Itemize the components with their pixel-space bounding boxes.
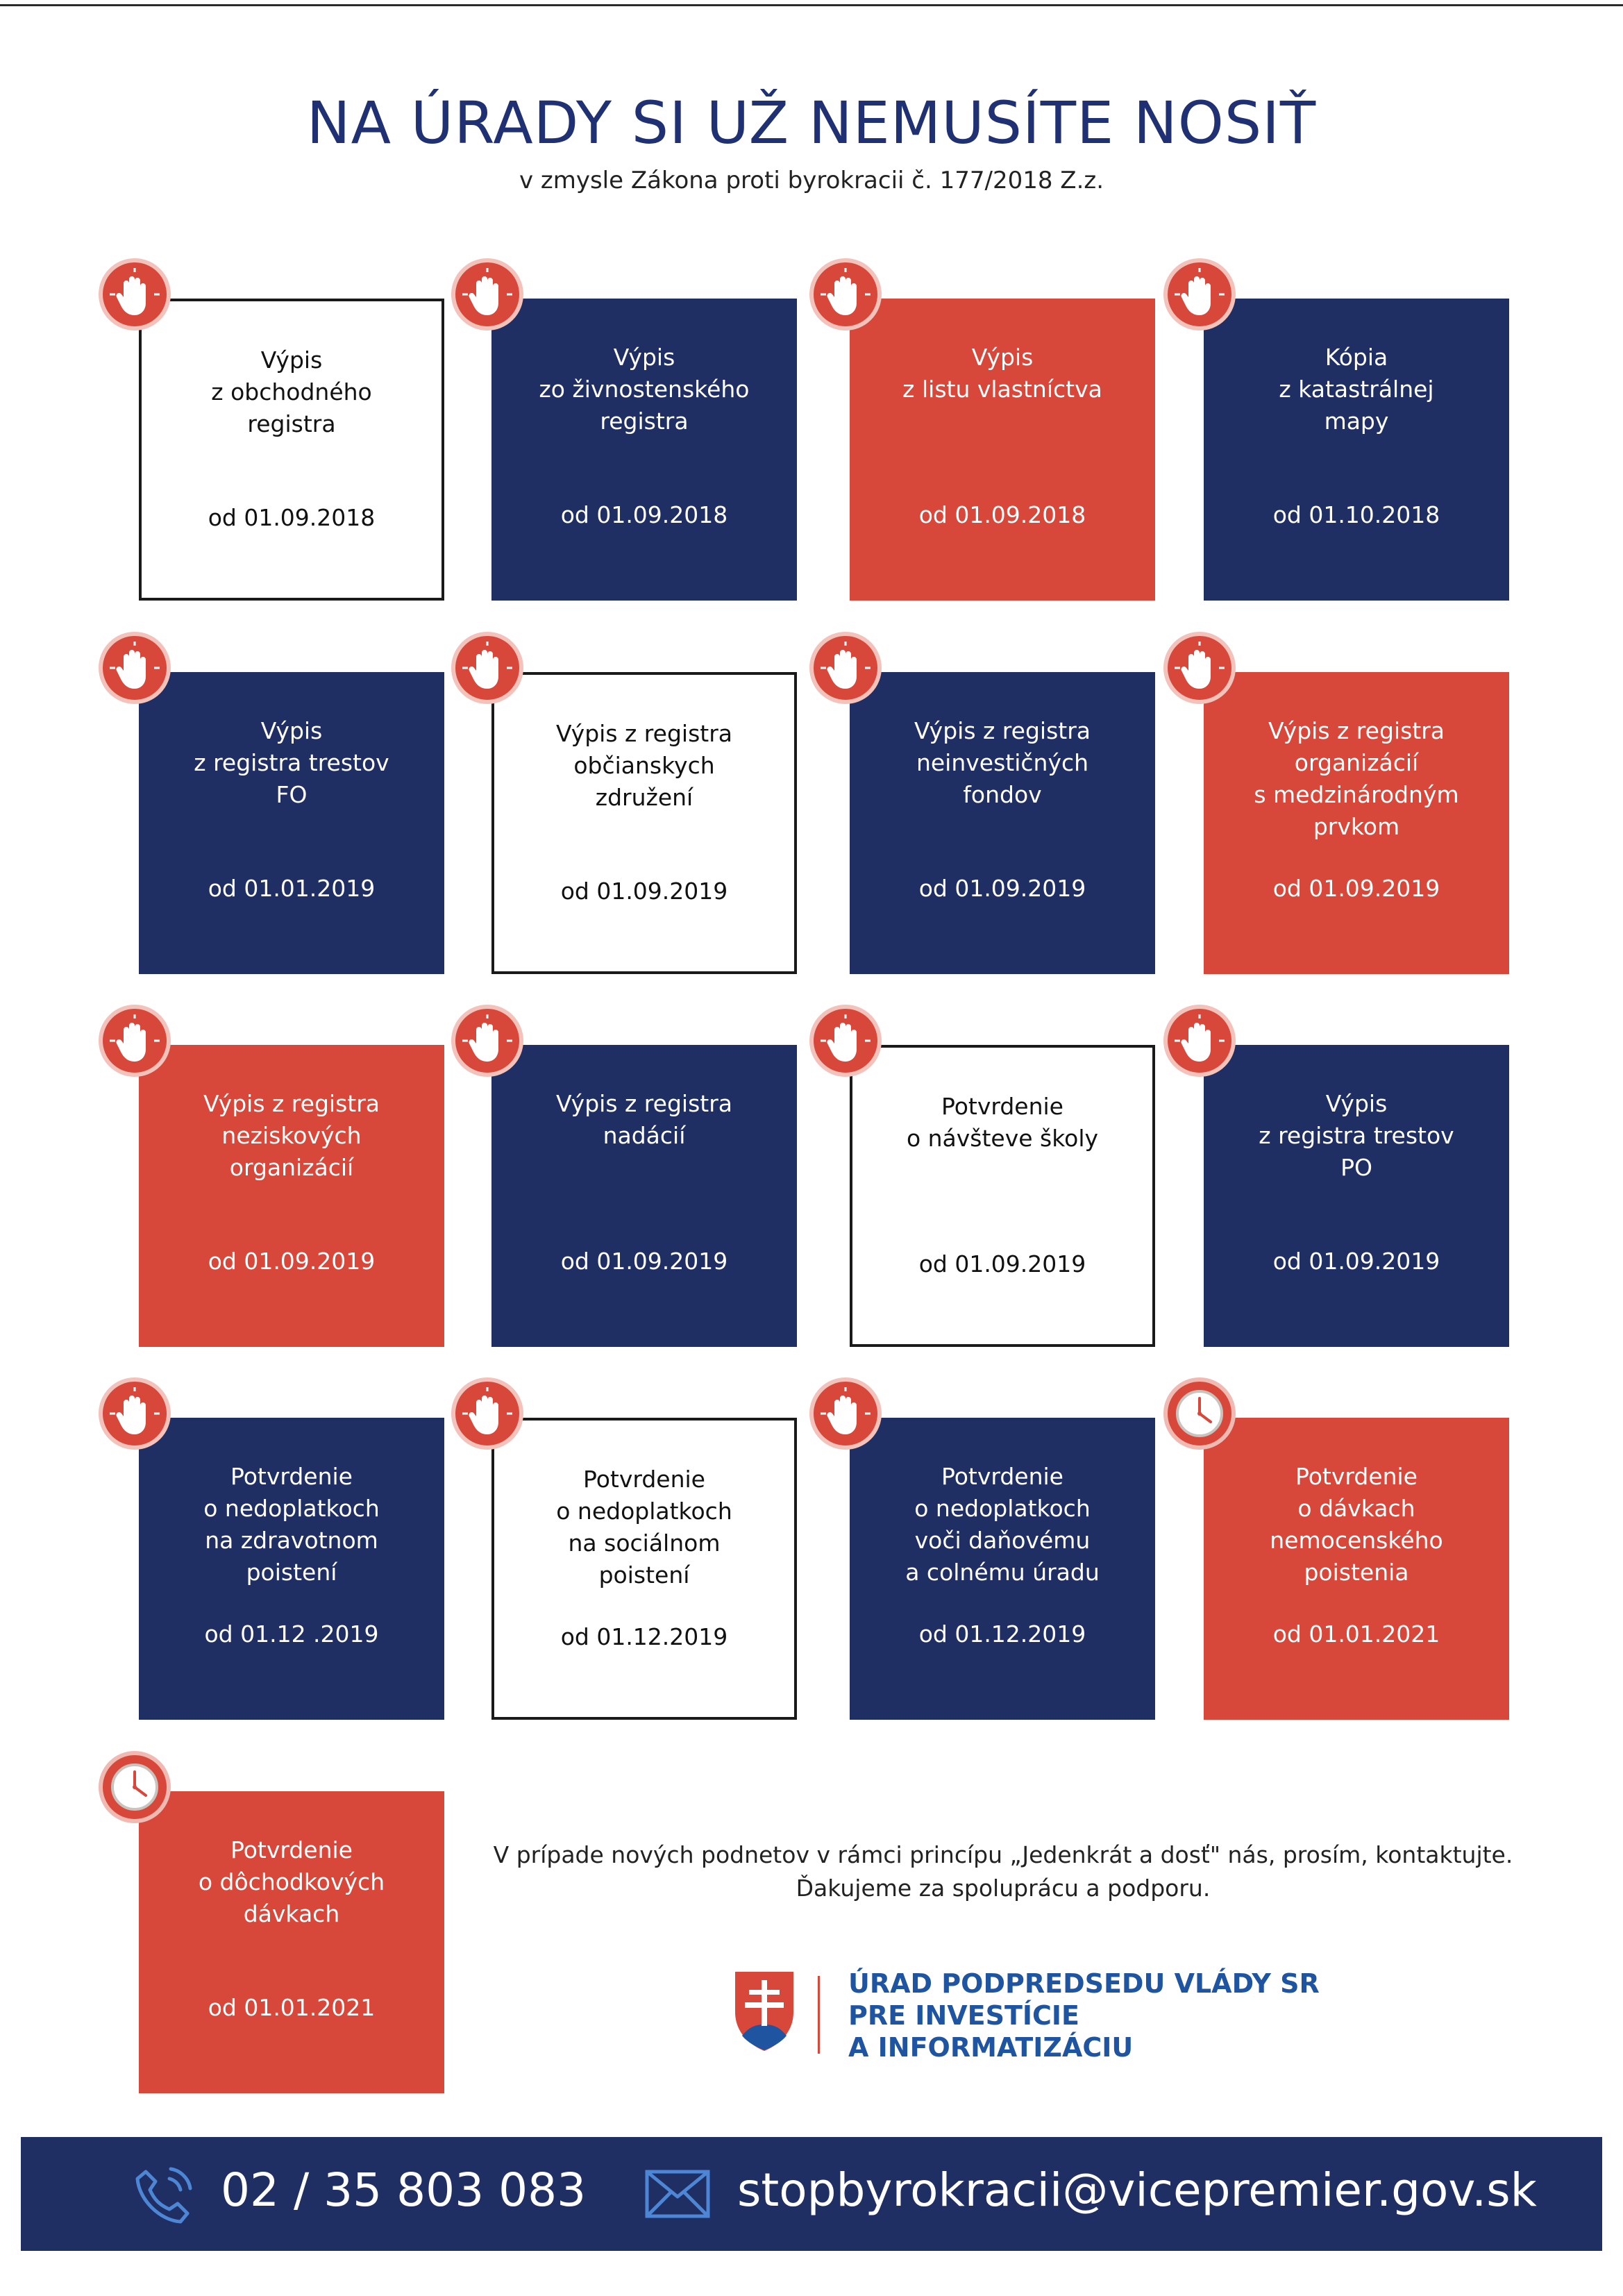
tile-label: Výpis zo živnostenského registra — [539, 344, 750, 435]
stop-hand-icon — [809, 1005, 882, 1077]
stop-hand-icon — [99, 632, 171, 704]
tile-date: od 01.01.2019 — [208, 875, 376, 902]
stop-hand-icon — [451, 1377, 523, 1450]
logo-divider — [818, 1976, 820, 2054]
stop-hand-icon — [1163, 632, 1236, 704]
tile-label: Výpis z listu vlastníctva — [902, 344, 1102, 403]
tile-label: Výpis z registra trestov FO — [194, 717, 389, 808]
tile-label: Kópia z katastrálnej mapy — [1279, 344, 1434, 435]
stop-hand-icon — [809, 1377, 882, 1450]
tile-date: od 01.09.2019 — [1272, 875, 1440, 902]
tile-label: Výpis z registra nadácií — [555, 1090, 732, 1149]
contact-note-line-1: V prípade nových podnetov v rámci princípu „Jedenkrát a dosť" nás, prosím, kontaktujte. — [493, 1841, 1513, 1868]
document-tile — [850, 299, 1155, 601]
tile-label: Výpis z registra neziskových organizácií — [203, 1090, 380, 1181]
document-tile — [850, 1045, 1155, 1347]
document-tile — [850, 672, 1155, 974]
tile-date: od 01.09.2019 — [208, 1248, 376, 1275]
tile-label: Potvrdenie o dôchodkových dávkach — [198, 1836, 385, 1927]
phone-icon — [131, 2162, 197, 2229]
document-tile — [491, 299, 797, 601]
contact-note-line-2: Ďakujeme za spoluprácu a podporu. — [796, 1875, 1211, 1902]
stop-hand-icon — [809, 632, 882, 704]
tile-date: od 01.12 .2019 — [204, 1620, 379, 1648]
document-tile — [1204, 1418, 1509, 1720]
stop-hand-icon — [451, 632, 523, 704]
tile-label: Výpis z registra neinvestičných fondov — [914, 717, 1091, 808]
stop-hand-icon — [99, 258, 171, 330]
stop-hand-icon — [1163, 1005, 1236, 1077]
tile-label: Potvrdenie o nedoplatkoch na zdravotnom poistení — [203, 1463, 380, 1586]
tile-date: od 01.10.2018 — [1272, 501, 1440, 528]
document-tile — [139, 299, 444, 601]
document-tile — [1204, 1045, 1509, 1347]
stop-hand-icon — [809, 258, 882, 330]
tile-date: od 01.09.2019 — [918, 1250, 1086, 1277]
tile-label: Výpis z registra trestov PO — [1259, 1090, 1454, 1181]
document-tile — [491, 1045, 797, 1347]
tile-date: od 01.09.2019 — [560, 1248, 728, 1275]
tile-label: Výpis z registra občianskych združení — [555, 720, 732, 811]
tile-date: od 01.09.2019 — [560, 878, 728, 905]
clock-icon — [1163, 1377, 1236, 1450]
stop-hand-icon — [451, 1005, 523, 1077]
tile-date: od 01.12.2019 — [560, 1623, 728, 1650]
stop-hand-icon — [99, 1377, 171, 1450]
tile-label: Potvrdenie o dávkach nemocenského poistenia — [1270, 1463, 1443, 1586]
tile-date: od 01.09.2019 — [1272, 1248, 1440, 1275]
page-subtitle: v zmysle Zákona proti byrokracii č. 177/2018 Z.z. — [519, 167, 1104, 194]
document-tile — [850, 1418, 1155, 1720]
tile-date: od 01.09.2018 — [918, 501, 1086, 528]
footer-email-address[interactable]: stopbyrokracii@vicepremier.gov.sk — [737, 2163, 1537, 2217]
stop-hand-icon — [99, 1005, 171, 1077]
tile-date: od 01.01.2021 — [208, 1994, 376, 2021]
tile-label: Potvrdenie o nedoplatkoch voči daňovému a colnému úradu — [905, 1463, 1100, 1586]
tile-label: Výpis z obchodného registra — [211, 346, 372, 437]
document-tile — [491, 1418, 797, 1720]
tile-date: od 01.01.2021 — [1272, 1620, 1440, 1648]
document-tile — [1204, 672, 1509, 974]
clock-icon — [99, 1751, 171, 1823]
document-tile — [139, 1791, 444, 2093]
document-tile — [491, 672, 797, 974]
contact-note — [430, 1838, 1576, 1905]
document-tile — [1204, 299, 1509, 601]
tile-date: od 01.12.2019 — [918, 1620, 1086, 1648]
ministry-logo-text: ÚRAD PODPREDSEDU VLÁDY SR PRE INVESTÍCIE A INFORMATIZÁCIU — [848, 1968, 1320, 2063]
footer-contact-bar — [21, 2137, 1602, 2251]
page-title: NA ÚRADY SI UŽ NEMUSÍTE NOSIŤ — [306, 89, 1317, 157]
top-rule — [0, 4, 1623, 6]
tile-label: Potvrdenie o návšteve školy — [906, 1093, 1099, 1152]
footer-phone-number[interactable]: 02 / 35 803 083 — [221, 2163, 587, 2217]
tile-date: od 01.09.2019 — [918, 875, 1086, 902]
tile-date: od 01.09.2018 — [560, 501, 728, 528]
document-tile — [139, 1045, 444, 1347]
envelope-icon — [644, 2169, 711, 2219]
document-tile — [139, 672, 444, 974]
tile-label: Potvrdenie o nedoplatkoch na sociálnom poistení — [556, 1466, 732, 1589]
tile-date: od 01.09.2018 — [208, 504, 376, 531]
tile-label: Výpis z registra organizácií s medzinárodným prvkom — [1254, 717, 1459, 840]
stop-hand-icon — [451, 258, 523, 330]
stop-hand-icon — [1163, 258, 1236, 330]
slovak-coat-of-arms-icon — [732, 1969, 796, 2054]
document-tile — [139, 1418, 444, 1720]
